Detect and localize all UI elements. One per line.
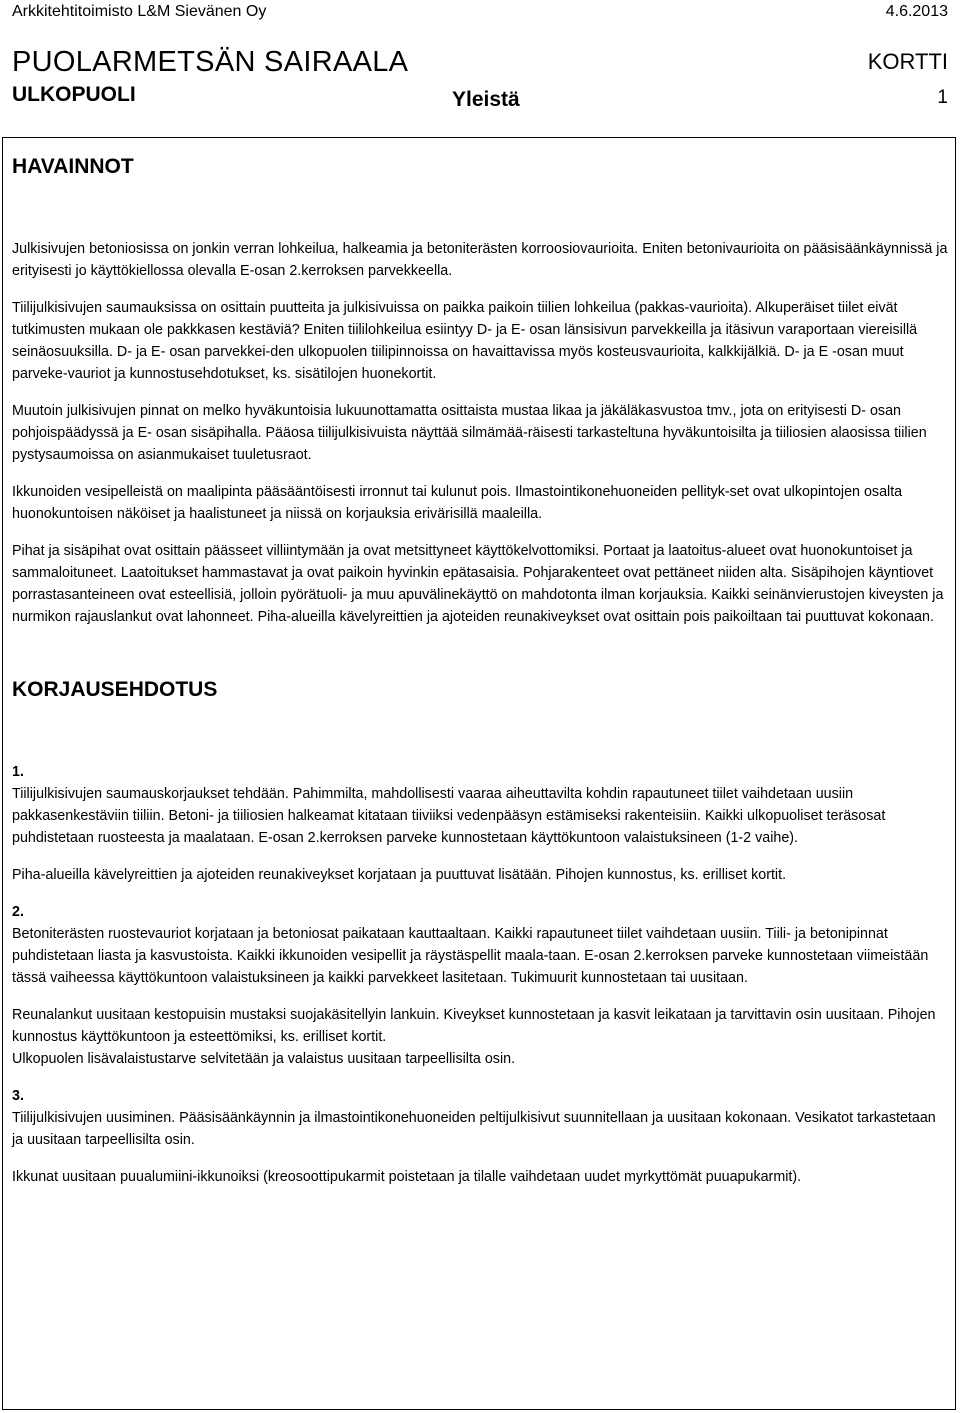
document-title: PUOLARMETSÄN SAIRAALA xyxy=(12,46,409,78)
card-number: 1 xyxy=(937,87,948,108)
repair-paragraph: Reunalankut uusitaan kestopuisin mustaksi suojakäsitellyin lankuin. Kiveykset kunnostetaan ja kasvit leikataan ja tarvittavin osin uusitaan. Pihojen kunnostus käyttökuntoon ja esteettömiksi, ks. erilliset kortit. xyxy=(12,1007,936,1045)
repairs-heading: KORJAUSEHDOTUS xyxy=(12,678,218,701)
observation-paragraph: Julkisivujen betoniosissa on jonkin verran lohkeilua, halkeamia ja betoniterästen korroosiovaurioita. Eniten betonivaurioita on pääsisäänkäynnissä ja erityisesti jo käyttökiellossa olevalla E-osan 2.kerroksen parvekkeella. xyxy=(12,241,948,279)
observation-paragraph: Muutoin julkisivujen pinnat on melko hyväkuntoisia lukuunottamatta osittaista mustaa likaa ja jäkäläkasvustoa tmv., jota on erityisesti D- osan pohjoispäädyssä ja E- osan sisäpihalla. Pääosa tiilijulkisivuista näyttää silmämää-räisesti tarkasteltuna hyväkuntoisilta ja tiiliosien alaosissa tiilien pystysaumoissa on asianmukaiset tuuletusraot. xyxy=(12,403,927,463)
observation-paragraph: Pihat ja sisäpihat ovat osittain päässeet villiintymään ja ovat metsittyneet käyttökelvottomiksi. Portaat ja laatoitus-alueet ovat huonokuntoiset ja sammaloituneet. Laatoitukset hammastavat ja ovat paikoin hyvinkin epätasaisia. Pohjarakenteet ovat pettäneet niiden alta. Sisäpihojen käyntiovet porrastasanteineen ovat esteellisiä, jolloin pyörätuoli- ja muu apuvälinekäyttö on mahdotonta ilman korjauksia. Kaikki seinänvierustojen kiveysten ja nurmikon rajauslankut ovat lahonneet. Piha-alueilla kävelyreittien ja ajoteiden reunakiveykset ovat osittain pois paikoiltaan tai puuttuvat kokonaan. xyxy=(12,543,944,625)
observation-paragraph: Tiilijulkisivujen saumauksissa on osittain puutteita ja julkisivuissa on paikka paikoin tiilien lohkeilua (pakkas-vaurioita). Alkuperäiset tiilet eivät tutkimusten mukaan ole pakkkasen kestäviä? Eniten tiililohkeilua esiintyy D- ja E- osan länsisivun parvekkeilla ja itäsivun varaportaan viereisillä seinäosuuksilla. D- ja E- osan parvekkei-den ulkopuolen tiilipinnoissa on havaittavissa myös kosteusvaurioita, kalkkijälkiä. D- ja E -osan muut parveke-vauriot ja kunnostusehdotukset, ks. sisätilojen huonekortit. xyxy=(12,300,918,382)
repair-paragraph: Tiilijulkisivujen uusiminen. Pääsisäänkäynnin ja ilmastointikonehuoneiden peltijulkisivut suunnitellaan ja uusitaan kokonaan. Vesikatot tarkastetaan ja uusitaan tarpeellisilta osin. xyxy=(12,1110,936,1148)
title-block xyxy=(12,44,948,116)
observation-paragraph: Ikkunoiden vesipelleistä on maalipinta pääsääntöisesti irronnut tai kulunut pois. Ilmastointikonehuoneiden pellityk-set ovat ulkopintojen osalta huonokuntoisen näköiset ja haalistuneet ja niissä on korjauksia erivärisillä maaleilla. xyxy=(12,484,903,522)
document-header-bar xyxy=(12,0,948,24)
document-subtitle: ULKOPUOLI xyxy=(12,83,136,106)
repair-paragraph: Betoniterästen ruostevauriot korjataan ja betoniosat paikataan kauttaaltaan. Kaikki rapautuneet tiilet vaihdetaan uusiin. Tiili- ja betonipinnat puhdistetaan liasta ja kasvustoista. Kaikki ikkunoiden vesipellit ja räystäspellit maala-taan. E-osan 2.kerroksen parveke kunnostetaan viimeistään tässä vaiheessa käyttökuntoon valaistuksineen ja kaikki parvekkeet lasitetaan. Tukimuurit kunnostetaan tai uusitaan. xyxy=(12,926,929,986)
repair-paragraph: Ikkunat uusitaan puualumiini-ikkunoiksi (kreosoottipukarmit poistetaan ja tilalle vaihdetaan uudet myrkyttömät puuapukarmit). xyxy=(12,1169,802,1185)
card-label: KORTTI xyxy=(867,49,948,74)
repair-paragraph: Tiilijulkisivujen saumauskorjaukset tehdään. Pahimmilta, mahdollisesti vaaraa aiheuttavilta kohdin rapautuneet tiilet vaihdetaan uusiin pakkasenkestäviin tiiliin. Betoni- ja tiiliosien halkeamat kitataan tiiviiksi vedenpääsyn estämiseksi rakenteisiin. Kaikki ulkopuoliset teräsosat puhdistetaan ruosteesta ja maalataan. E-osan 2.kerroksen parveke kunnostetaan käyttökuntoon valaistuksineen (1-2 vaihe). xyxy=(12,786,886,846)
document-category: Yleistä xyxy=(452,88,520,111)
repair-item-number: 2. xyxy=(12,904,24,920)
repair-paragraph: Piha-alueilla kävelyreittien ja ajoteiden reunakiveykset korjataan ja puuttuvat lisätään. Pihojen kunnostus, ks. erilliset kortit. xyxy=(12,867,787,883)
company-name: Arkkitehtitoimisto L&M Sievänen Oy xyxy=(12,3,267,20)
repair-item-number: 1. xyxy=(12,764,24,780)
repair-paragraph: Ulkopuolen lisävalaistustarve selvitetään ja valaistus uusitaan tarpeellisilta osin. xyxy=(12,1051,516,1067)
document-body xyxy=(12,153,948,1188)
repair-item-number: 3. xyxy=(12,1088,24,1104)
document-date: 4.6.2013 xyxy=(885,3,948,20)
observations-heading: HAVAINNOT xyxy=(12,155,134,178)
